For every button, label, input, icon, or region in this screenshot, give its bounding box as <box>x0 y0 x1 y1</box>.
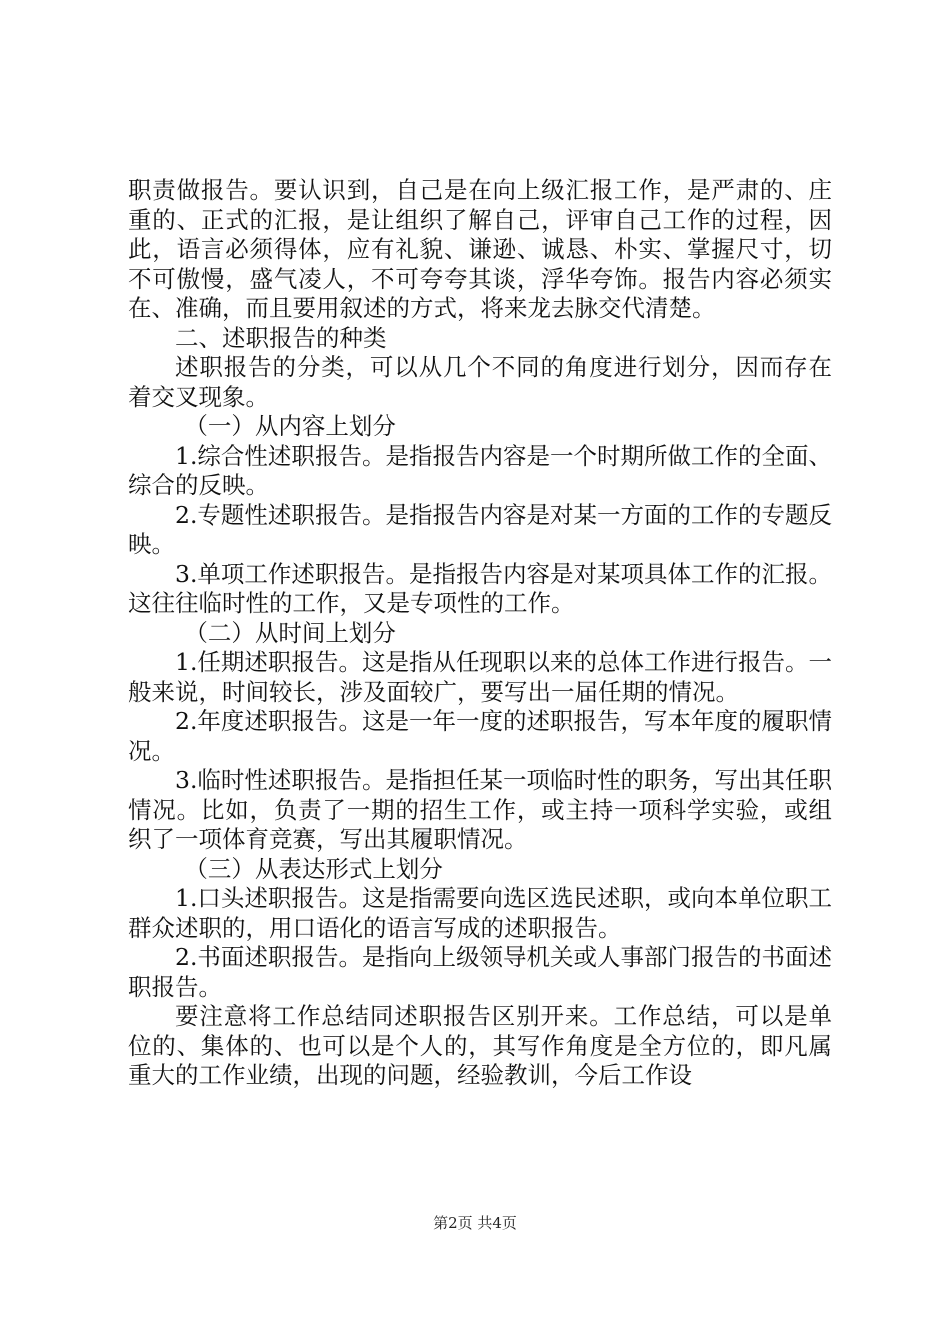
list-item: 2.书面述职报告。是指向上级领导机关或人事部门报告的书面述职报告。 <box>128 943 832 1001</box>
list-item: 2.专题性述职报告。是指报告内容是对某一方面的工作的专题反映。 <box>128 500 832 558</box>
list-item: 3.临时性述职报告。是指担任某一项临时性的职务，写出其任职情况。比如，负责了一期的招生工作，或主持一项科学实验，或组织了一项体育竞赛，写出其履职情况。 <box>128 766 832 853</box>
subsection-heading: （一）从内容上划分 <box>184 412 396 440</box>
document-body <box>128 176 832 1091</box>
list-item: 3.单项工作述职报告。是指报告内容是对某项具体工作的汇报。这往往临时性的工作，又是专项性的工作。 <box>128 559 832 617</box>
paragraph: 要注意将工作总结同述职报告区别开来。工作总结，可以是单位的、集体的、也可以是个人的，其写作角度是全方位的，即凡属重大的工作业绩，出现的问题，经验教训，今后工作设 <box>128 1002 832 1089</box>
paragraph: 述职报告的分类，可以从几个不同的角度进行划分，因而存在着交叉现象。 <box>128 353 832 411</box>
paragraph: 职责做报告。要认识到，自己是在向上级汇报工作，是严肃的、庄重的、正式的汇报，是让组织了解自己，评审自己工作的过程，因此，语言必须得体，应有礼貌、谦逊、诚恳、朴实、掌握尺寸，切不可傲慢，盛气凌人，不可夸夸其谈，浮华夸饰。报告内容必须实在、准确，而且要用叙述的方式，将来龙去脉交代清楚。 <box>128 176 832 322</box>
subsection-heading: （三）从表达形式上划分 <box>184 854 443 883</box>
subsection-heading: （二）从时间上划分 <box>184 618 396 647</box>
list-item: 2.年度述职报告。这是一年一度的述职报告，写本年度的履职情况。 <box>128 707 832 765</box>
section-heading: 二、述职报告的种类 <box>175 323 387 352</box>
page-number-footer: 第2页 共4页 <box>433 1214 517 1232</box>
list-item: 1.任期述职报告。这是指从任现职以来的总体工作进行报告。一般来说，时间较长，涉及面较广，要写出一届任期的情况。 <box>128 648 832 706</box>
list-item: 1.综合性述职报告。是指报告内容是一个时期所做工作的全面、综合的反映。 <box>128 441 832 499</box>
list-item: 1.口头述职报告。这是指需要向选区选民述职，或向本单位职工群众述职的，用口语化的语言写成的述职报告。 <box>128 884 832 942</box>
